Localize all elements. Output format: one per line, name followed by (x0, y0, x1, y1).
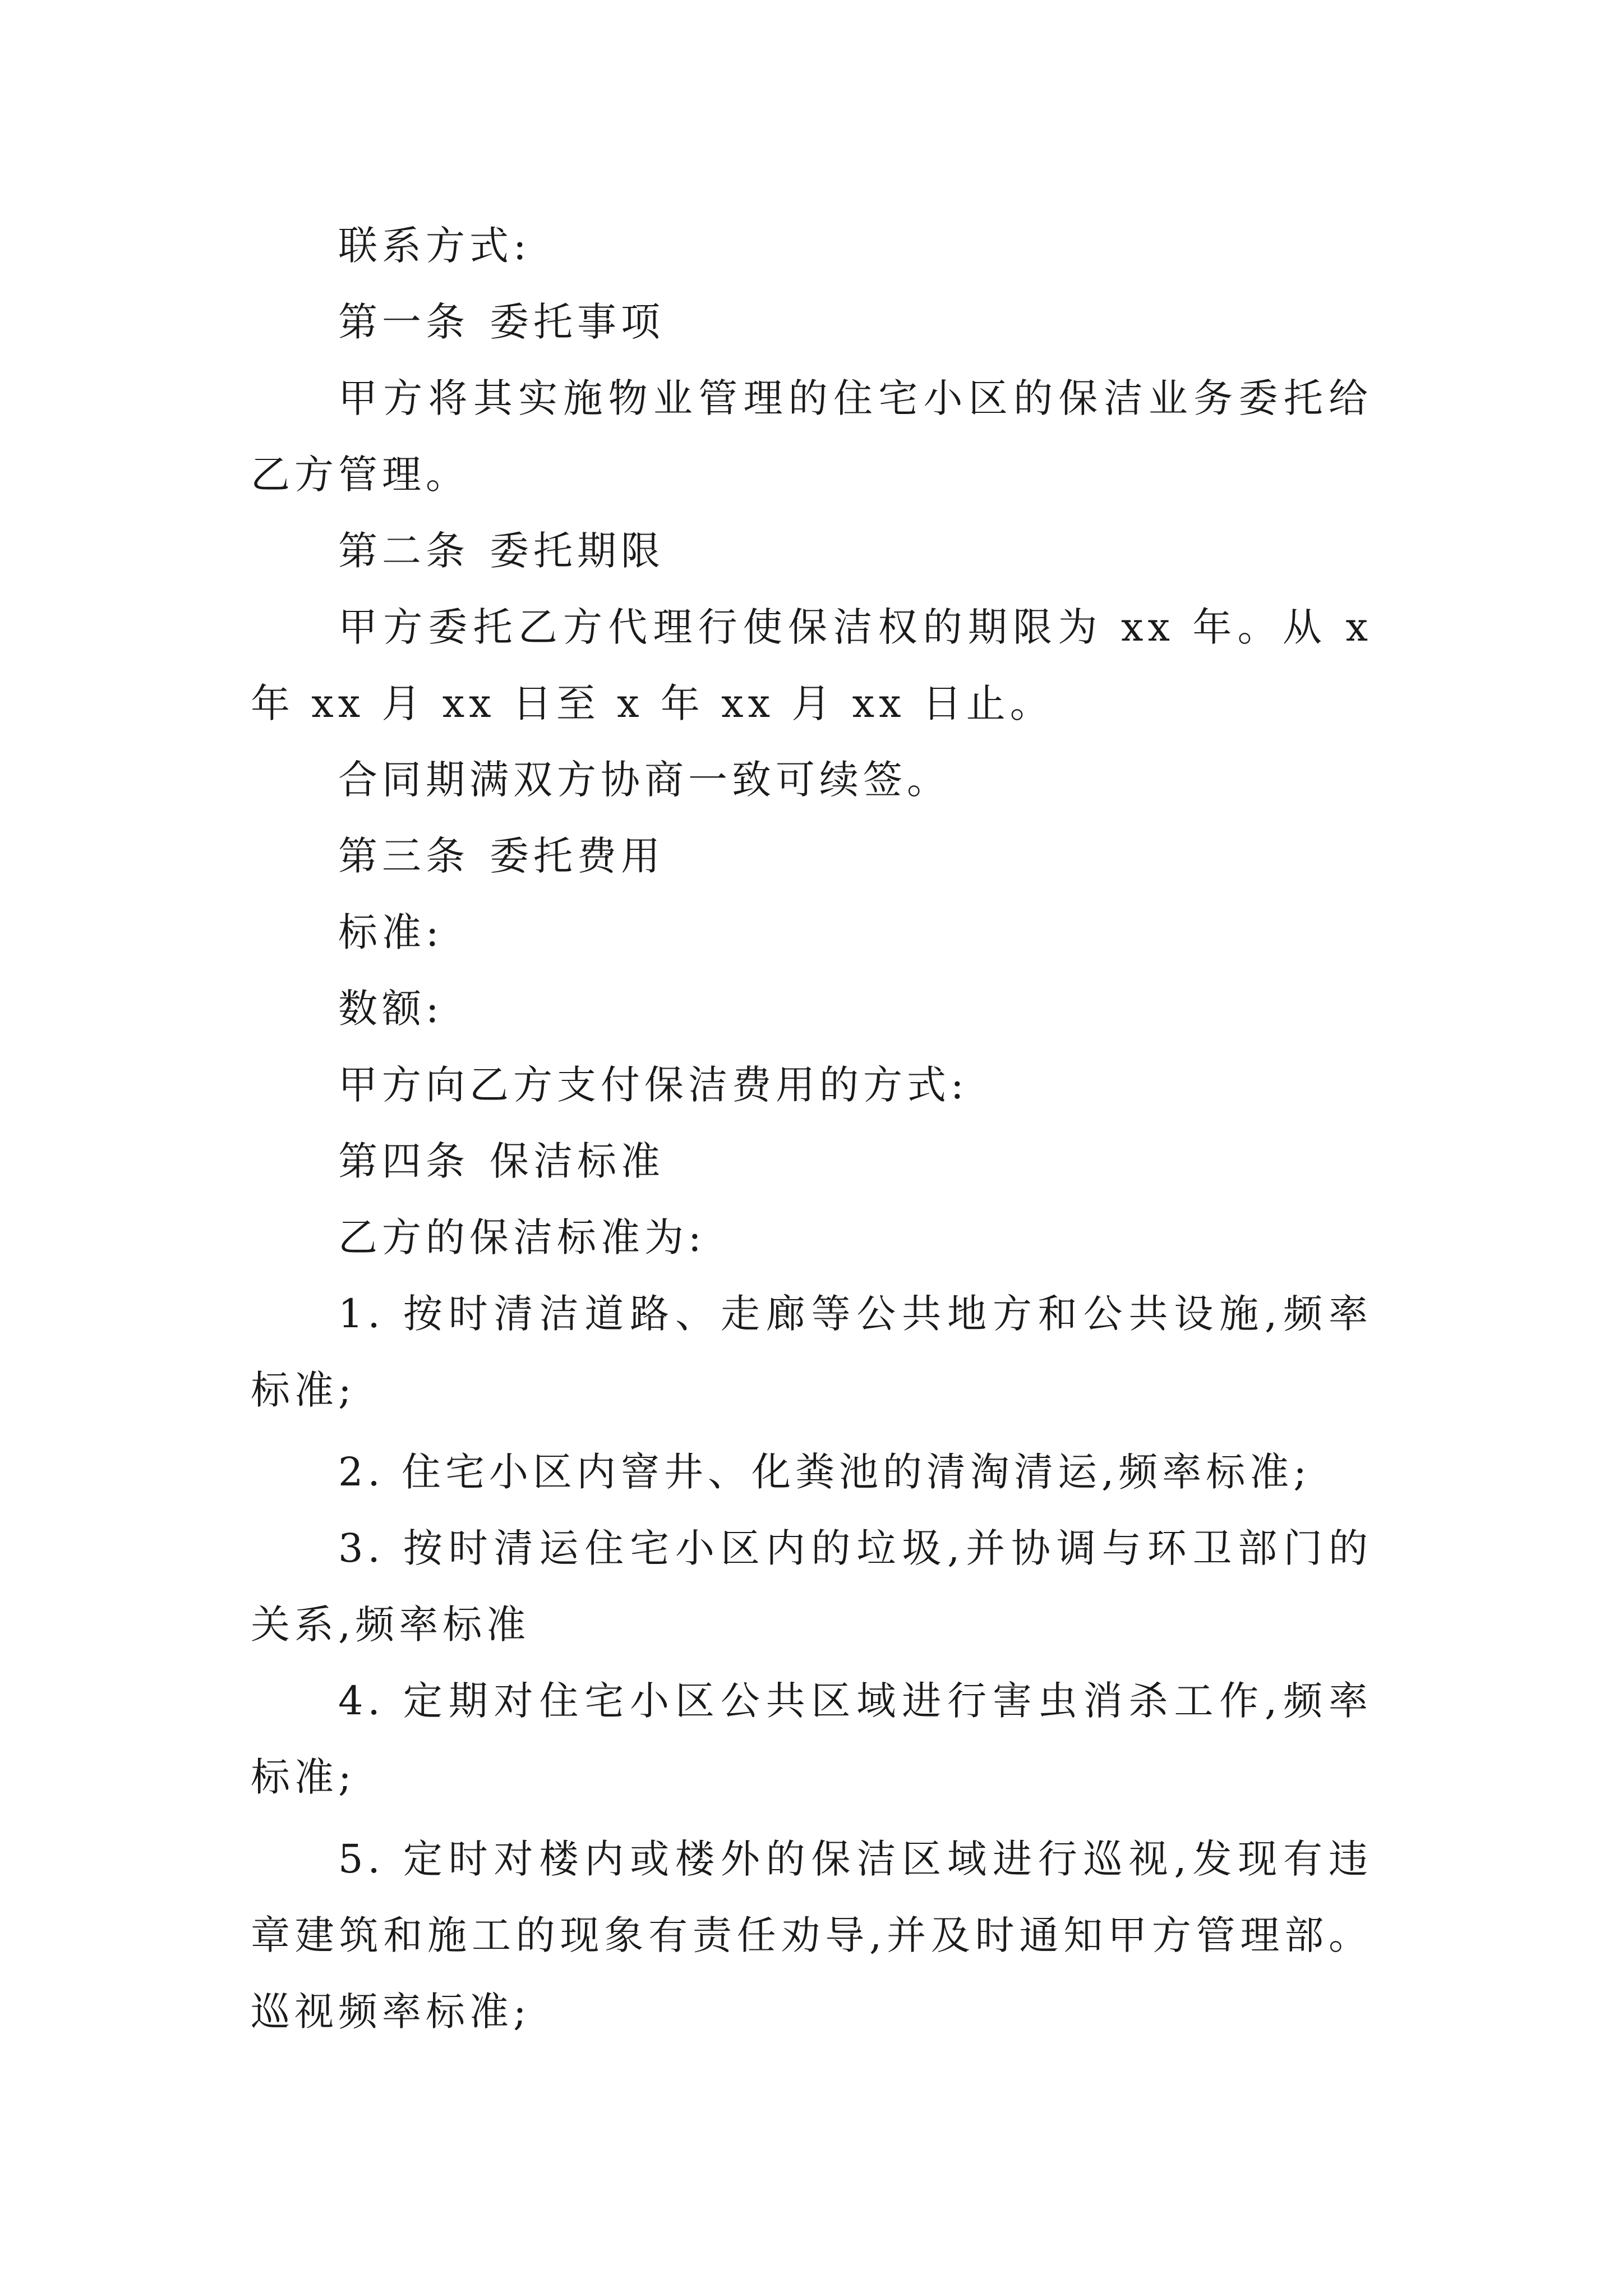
article-number: 第三条 (338, 833, 469, 879)
article-2-heading (251, 513, 1372, 589)
fee-payment-method: 甲方向乙方支付保洁费用的方式: (338, 1062, 969, 1108)
fee-standard: 标准: (338, 909, 444, 955)
standard-item: 4. 定期对住宅小区公共区域进行害虫消杀工作,频率标准; (251, 1678, 1372, 1800)
article-2-renewal: 合同期满双方协商一致可续签。 (338, 757, 951, 803)
article-title: 委托期限 (490, 528, 665, 574)
standard-item: 2. 住宅小区内窨井、化粪池的清淘清运,频率标准; (338, 1449, 1311, 1495)
standard-item: 5. 定时对楼内或楼外的保洁区域进行巡视,发现有违章建筑和施工的现象有责任劝导,并及时通知甲方管理部。巡视频率标准; (251, 1836, 1372, 2035)
article-number: 第一条 (338, 299, 469, 345)
article-3-heading (251, 818, 1372, 894)
standard-item: 1. 按时清洁道路、走廊等公共地方和公共设施,频率标准; (251, 1291, 1372, 1413)
contact-line: 联系方式: (338, 223, 531, 269)
article-title: 保洁标准 (490, 1138, 665, 1184)
article-4-intro: 乙方的保洁标准为: (338, 1214, 706, 1260)
article-title: 委托事项 (490, 299, 665, 345)
standard-item: 3. 按时清运住宅小区内的垃圾,并协调与环卫部门的关系,频率标准 (251, 1525, 1372, 1648)
article-4-heading (251, 1123, 1372, 1199)
document-body (251, 208, 1372, 2050)
article-number: 第四条 (338, 1138, 469, 1184)
article-1-heading (251, 284, 1372, 360)
article-2-body: 甲方委托乙方代理行使保洁权的期限为 xx 年。从 x 年 xx 月 xx 日至 x 年 xx 月 xx 日止。 (251, 604, 1372, 726)
article-title: 委托费用 (490, 833, 665, 879)
fee-amount: 数额: (338, 986, 444, 1032)
article-1-body: 甲方将其实施物业管理的住宅小区的保洁业务委托给乙方管理。 (251, 375, 1372, 498)
article-number: 第二条 (338, 528, 469, 574)
